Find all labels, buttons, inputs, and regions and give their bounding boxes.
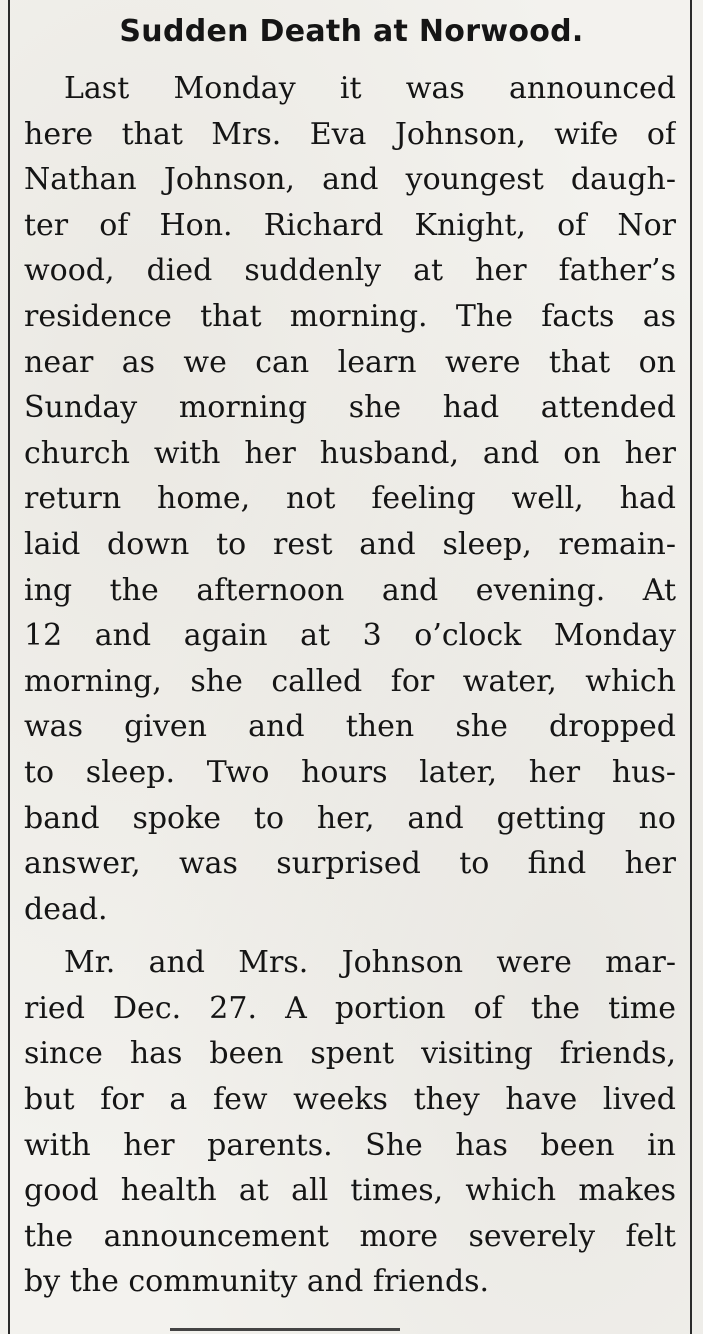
text-line: to sleep. Two hours later, her hus- [24, 754, 676, 790]
text-line: church with her husband, and on her [24, 435, 676, 471]
column-rule-bottom [170, 1328, 400, 1331]
text-line: wood, died suddenly at her father’s [24, 253, 676, 289]
text-line: return home, not feeling well, had [24, 481, 676, 517]
text-line: since has been spent visiting friends, [24, 1036, 676, 1072]
text-line: 12 and again at 3 o’clock Monday [24, 618, 676, 654]
text-line: laid down to rest and sleep, remain- [24, 526, 676, 562]
text-line: dead. [24, 891, 108, 927]
text-line: ried Dec. 27. A portion of the time [24, 990, 676, 1026]
text-line: Last Monday it was announced [64, 71, 676, 106]
text-line: residence that morning. The facts as [24, 298, 676, 334]
paragraph-1 [24, 66, 676, 932]
text-line: with her parents. She has been in [24, 1127, 676, 1163]
paragraph-gap [24, 932, 676, 940]
column-rule-left [8, 0, 10, 1334]
article-body [24, 66, 676, 1305]
text-line: but for a few weeks they have lived [24, 1082, 676, 1118]
paragraph-2 [24, 940, 676, 1305]
text-line: ing the afternoon and evening. At [24, 572, 676, 608]
text-line: Mr. and Mrs. Johnson were mar- [64, 945, 676, 981]
text-line: the announcement more severely felt [24, 1218, 676, 1254]
text-line: morning, she called for water, which [24, 663, 676, 699]
article-headline: Sudden Death at Norwood. [119, 14, 584, 49]
text-line: Sunday morning she had attended [24, 390, 676, 426]
text-line: ter of Hon. Richard Knight, of Nor [24, 207, 676, 243]
text-line: Nathan Johnson, and youngest daugh- [24, 162, 676, 198]
text-line: good health at all times, which makes [24, 1173, 676, 1209]
column-rule-right [690, 0, 692, 1334]
text-line: by the community and friends. [24, 1264, 490, 1300]
text-line: answer, was surprised to find her [24, 846, 676, 882]
text-line: here that Mrs. Eva Johnson, wife of [24, 116, 676, 152]
text-line: was given and then she dropped [24, 709, 676, 745]
text-line: band spoke to her, and getting no [24, 800, 676, 836]
text-line: near as we can learn were that on [24, 344, 676, 380]
